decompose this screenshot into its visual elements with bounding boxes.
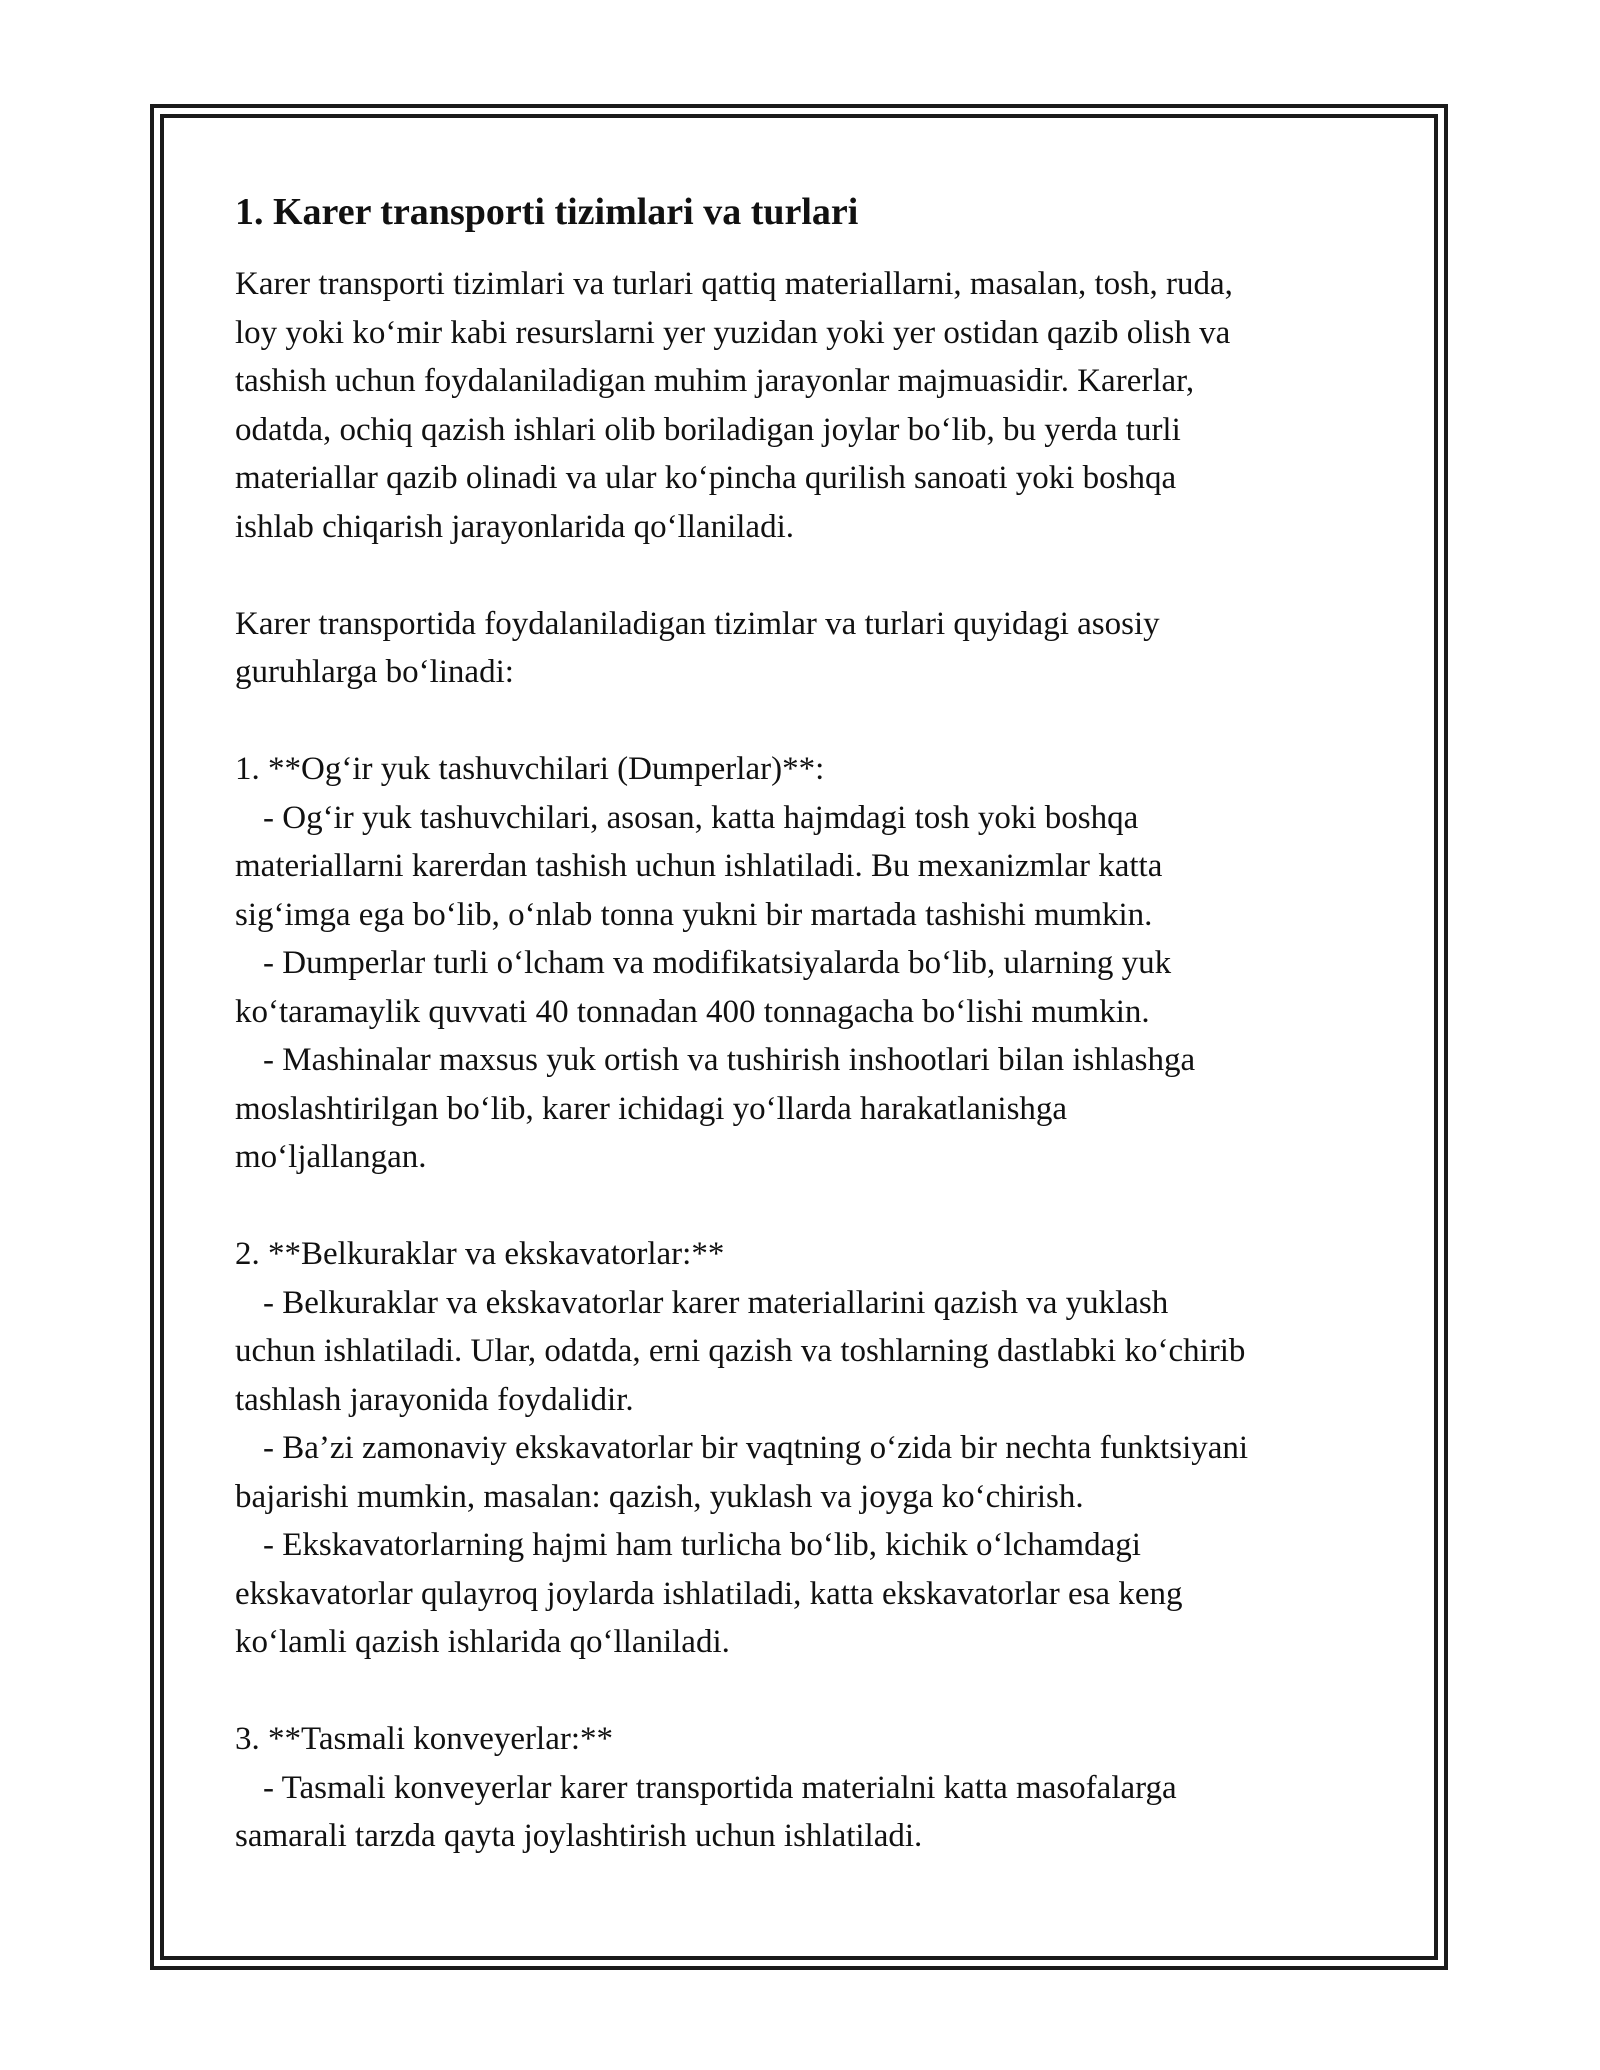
text-line: loy yoki ko‘mir kabi resurslarni yer yuzidan yoki yer ostidan qazib olish va bbox=[235, 314, 1231, 351]
section-heading: 1. Karer transporti tizimlari va turlari bbox=[235, 191, 859, 233]
bullet-item bbox=[235, 1764, 1375, 1861]
text-line: ko‘taramaylik quvvati 40 tonnadan 400 tonnagacha bo‘lishi mumkin. bbox=[235, 993, 1150, 1030]
section-dumpers bbox=[235, 745, 1375, 1182]
text-line: mo‘ljallangan. bbox=[235, 1139, 427, 1175]
document-body bbox=[235, 186, 1375, 1861]
section-excavators bbox=[235, 1230, 1375, 1667]
text-line: tashlash jarayonida foydalidir. bbox=[235, 1381, 634, 1418]
text-line: bajarishi mumkin, masalan: qazish, yuklash va joyga ko‘chirish. bbox=[235, 1478, 1084, 1515]
text-line: Karer transportida foydalaniladigan tizimlar va turlari quyidagi asosiy bbox=[235, 605, 1160, 642]
text-line: - Belkuraklar va ekskavatorlar karer materiallarini qazish va yuklash bbox=[263, 1284, 1169, 1321]
text-line: ko‘lamli qazish ishlarida qo‘llaniladi. bbox=[235, 1624, 730, 1660]
section-conveyors bbox=[235, 1715, 1375, 1861]
text-line: materiallarni karerdan tashish uchun ishlatiladi. Bu mexanizmlar katta bbox=[235, 848, 1163, 884]
bullet-item bbox=[235, 1521, 1375, 1667]
text-line: materiallar qazib olinadi va ular ko‘pincha qurilish sanoati yoki boshqa bbox=[235, 460, 1177, 496]
text-line: - Ekskavatorlarning hajmi ham turlicha bo‘lib, kichik o‘lchamdagi bbox=[263, 1527, 1141, 1563]
section-title: 1. **Og‘ir yuk tashuvchilari (Dumperlar)**: bbox=[235, 751, 825, 787]
blank-line bbox=[235, 551, 1375, 600]
text-line: - Dumperlar turli o‘lcham va modifikatsiyalarda bo‘lib, ularning yuk bbox=[263, 945, 1172, 981]
text-line: - Mashinalar maxsus yuk ortish va tushirish inshootlari bilan ishlashga bbox=[263, 1042, 1196, 1078]
bullet-item bbox=[235, 939, 1375, 1036]
text-line: - Tasmali konveyerlar karer transportida materialni katta masofalarga bbox=[263, 1769, 1177, 1806]
text-line: Karer transporti tizimlari va turlari qattiq materiallarni, masalan, tosh, ruda, bbox=[235, 266, 1233, 302]
section-title: 3. **Tasmali konveyerlar:** bbox=[235, 1721, 614, 1757]
text-line: samarali tarzda qayta joylashtirish uchun ishlatiladi. bbox=[235, 1818, 923, 1854]
section-title: 2. **Belkuraklar va ekskavatorlar:** bbox=[235, 1236, 725, 1272]
text-line: - Og‘ir yuk tashuvchilari, asosan, katta hajmdagi tosh yoki boshqa bbox=[263, 799, 1139, 836]
intro-paragraph bbox=[235, 260, 1375, 551]
text-line: guruhlarga bo‘linadi: bbox=[235, 654, 514, 690]
text-line: odatda, ochiq qazish ishlari olib boriladigan joylar bo‘lib, bu yerda turli bbox=[235, 411, 1181, 448]
text-line: sig‘imga ega bo‘lib, o‘nlab tonna yukni bir martada tashishi mumkin. bbox=[235, 896, 1153, 933]
text-line: tashish uchun foydalaniladigan muhim jarayonlar majmuasidir. Karerlar, bbox=[235, 363, 1195, 399]
bullet-item bbox=[235, 1424, 1375, 1521]
blank-line bbox=[235, 697, 1375, 746]
text-line: ishlab chiqarish jarayonlarida qo‘llaniladi. bbox=[235, 508, 794, 545]
text-line: uchun ishlatiladi. Ular, odatda, erni qazish va toshlarning dastlabki ko‘chirib bbox=[235, 1333, 1246, 1369]
blank-line bbox=[235, 1182, 1375, 1231]
text-line: ekskavatorlar qulayroq joylarda ishlatiladi, katta ekskavatorlar esa keng bbox=[235, 1575, 1183, 1612]
blank-line bbox=[235, 1667, 1375, 1716]
text-line: - Ba’zi zamonaviy ekskavatorlar bir vaqtning o‘zida bir nechta funktsiyani bbox=[263, 1430, 1249, 1466]
bullet-item bbox=[235, 1279, 1375, 1425]
groups-intro-paragraph bbox=[235, 600, 1375, 697]
bullet-item bbox=[235, 794, 1375, 940]
bullet-item bbox=[235, 1036, 1375, 1182]
text-line: moslashtirilgan bo‘lib, karer ichidagi yo‘llarda harakatlanishga bbox=[235, 1090, 1068, 1127]
